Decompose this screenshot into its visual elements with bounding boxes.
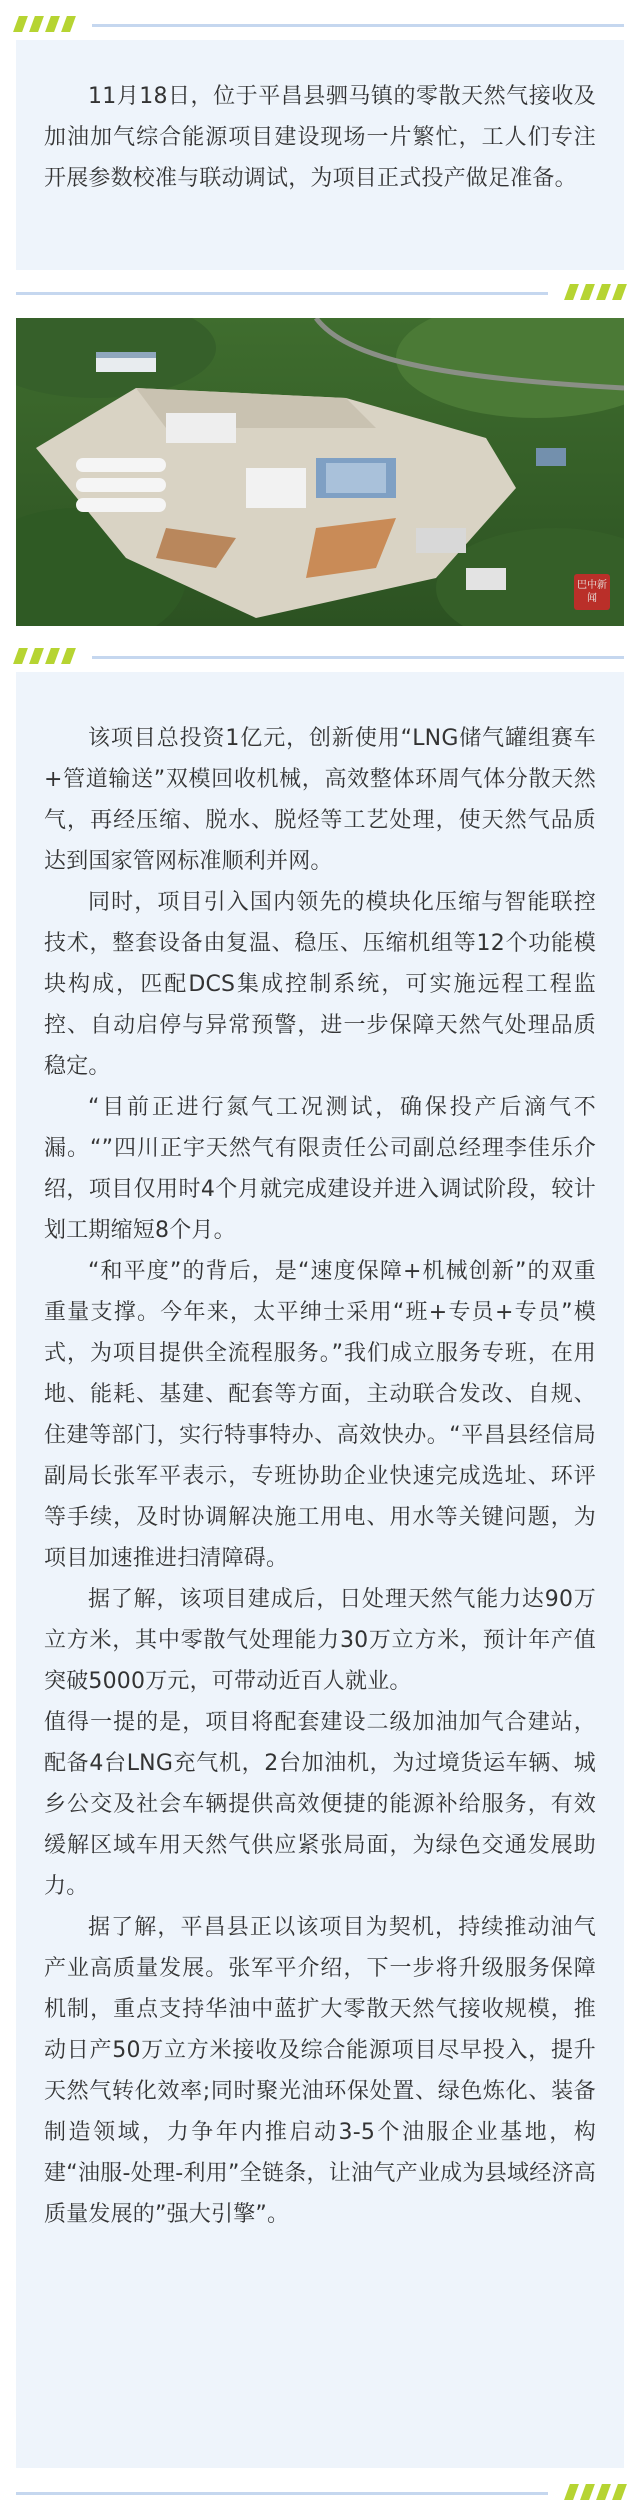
divider-line bbox=[92, 656, 624, 659]
article-paragraph: 同时，项目引入国内领先的模块化压缩与智能联控技术，整套设备由复温、稳压、压缩机组等12个功能模块构成，匹配DCS集成控制系统，可实施远程工程监控、自动启停与异常预警，进一步保障天然气处理品质稳定。 bbox=[44, 890, 596, 1079]
article-paragraph: 值得一提的是，项目将配套建设二级加油加气合建站，配备4台LNG充气机，2台加油机，为过境货运车辆、城乡公交及社会车辆提供高效便捷的能源补给服务，有效缓解区域车用天然气供应紧张局面，为绿色交通发展助力。 bbox=[44, 1710, 596, 1899]
stripes-decoration-icon bbox=[567, 284, 624, 300]
top-divider bbox=[16, 14, 624, 36]
intro-card bbox=[16, 40, 624, 270]
article-paragraph: 据了解，平昌县正以该项目为契机，持续推动油气产业高质量发展。张军平介绍，下一步将升级服务保障机制，重点支持华油中蓝扩大零散天然气接收规模，推动日产50万立方米接收及综合能源项目尽早投入，提升天然气转化效率;同时聚光油环保处置、绿色炼化、装备制造领域，力争年内推启动3-5个油服企业基地，构建“油服-处理-利用”全链条，让油气产业成为县域经济高质量发展的”强大引擎”。 bbox=[44, 1915, 596, 2227]
divider-line bbox=[16, 2492, 548, 2495]
stripes-decoration-icon bbox=[16, 648, 73, 664]
aerial-construction-site-image bbox=[16, 318, 624, 626]
article-paragraph: “和平度”的背后，是“速度保障+机械创新”的双重重量支撑。今年来，太平绅士采用“班+专员+专员”模式，为项目提供全流程服务。”我们成立服务专班，在用地、能耗、基建、配套等方面，主动联合发改、自规、住建等部门，实行特事特办、高效快办。“平昌县经信局副局长张军平表示，专班协助企业快速完成选址、环评等手续，及时协调解决施工用电、用水等关键问题，为项目加速推进扫清障碍。 bbox=[44, 1259, 596, 1571]
watermark-seal: 巴中新闻 bbox=[574, 574, 610, 610]
divider-line bbox=[92, 24, 624, 27]
photo-bottom-divider bbox=[16, 646, 624, 668]
aerial-photo-illustration bbox=[16, 318, 624, 626]
article-paragraph: 据了解，该项目建成后，日处理天然气能力达90万立方米，其中零散气处理能力30万立方米，预计年产值突破5000万元，可带动近百人就业。 bbox=[44, 1587, 596, 1694]
intro-paragraph: 11月18日，位于平昌县驷马镇的零散天然气接收及加油加气综合能源项目建设现场一片繁忙，工人们专注开展参数校准与联动调试，为项目正式投产做足准备。 bbox=[44, 84, 596, 191]
bottom-divider bbox=[16, 2482, 624, 2504]
article-paragraph: “目前正进行氮气工况测试，确保投产后滴气不漏。“”四川正宇天然气有限责任公司副总经理李佳乐介绍，项目仅用时4个月就完成建设并进入调试阶段，较计划工期缩短8个月。 bbox=[44, 1095, 596, 1243]
article-card bbox=[16, 672, 624, 2468]
photo-top-divider bbox=[16, 282, 624, 304]
article-paragraph: 该项目总投资1亿元，创新使用“LNG储气罐组赛车+管道输送”双模回收机械，高效整体环周气体分散天然气，再经压缩、脱水、脱烃等工艺处理，使天然气品质达到国家管网标准顺利并网。 bbox=[44, 726, 596, 874]
stripes-decoration-icon bbox=[567, 2484, 624, 2500]
divider-line bbox=[16, 292, 548, 295]
stripes-decoration-icon bbox=[16, 16, 73, 32]
